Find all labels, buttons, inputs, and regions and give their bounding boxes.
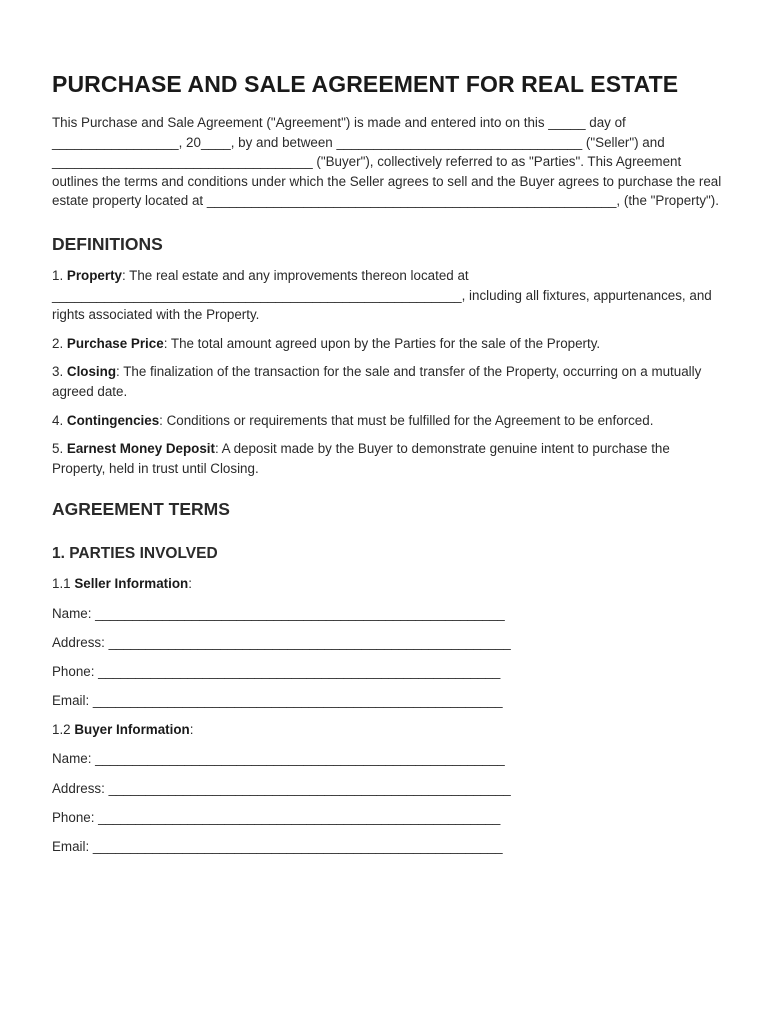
seller-name-field: Name: _______________________________________________________ [52, 605, 505, 621]
definition-term: Purchase Price [66, 335, 164, 351]
subheading-label: Buyer Information [74, 722, 190, 738]
intro-paragraph: This Purchase and Sale Agreement ("Agreement") is made and entered into on this _____ day of _________________, 20____, by and between _________________________________ ("Seller") and ___________________________________ ("Buyer"), collectively referred to as "Parties". This Agreement outlines the terms and conditions under which the Seller agrees to sell and the Buyer agrees to purchase the real estate property located at _______________________________________________________, (the "Property"). [52, 115, 722, 209]
definition-item-earnest-money [52, 439, 722, 478]
buyer-address-field: Address: ______________________________________________________ [52, 780, 511, 796]
definition-term: Contingencies [66, 412, 160, 428]
definition-text: : Conditions or requirements that must be fulfilled for the Agreement to be enforced. [159, 412, 654, 428]
definition-text: : The real estate and any improvements thereon located at _______________________________________________________, including all fixtures, appurtenances, and rights associated with the Property. [52, 267, 712, 323]
seller-email-field: Email: _______________________________________________________ [52, 693, 503, 709]
definition-number: 1. [52, 267, 64, 283]
agreement-terms-heading: AGREEMENT TERMS [52, 499, 230, 520]
buyer-name-field: Name: _______________________________________________________ [52, 751, 505, 767]
definition-number: 3. [52, 364, 64, 380]
document-title: PURCHASE AND SALE AGREEMENT FOR REAL ESTATE [52, 71, 679, 97]
document-page [52, 68, 722, 857]
parties-involved-heading: 1. PARTIES INVOLVED [52, 545, 218, 563]
subheading-suffix: : [189, 722, 194, 738]
definition-text: : The finalization of the transaction for the sale and transfer of the Property, occurring on a mutually agreed date. [52, 364, 702, 399]
buyer-phone-field: Phone: ______________________________________________________ [52, 809, 501, 825]
buyer-information-subheading [52, 720, 722, 740]
definition-item-closing [52, 362, 722, 401]
definition-item-property [52, 266, 722, 325]
definitions-heading: DEFINITIONS [52, 233, 163, 254]
buyer-email-field: Email: _______________________________________________________ [52, 839, 503, 854]
definition-term: Earnest Money Deposit [66, 441, 215, 457]
seller-address-field: Address: ______________________________________________________ [52, 634, 511, 650]
definition-text: : The total amount agreed upon by the Parties for the sale of the Property. [163, 335, 601, 351]
subheading-number: 1.2 [52, 722, 71, 738]
seller-information-subheading [52, 574, 722, 594]
definitions-list [52, 266, 722, 478]
definition-number: 2. [52, 335, 64, 351]
subheading-label: Seller Information [74, 576, 189, 592]
definition-term: Property [66, 267, 122, 283]
definition-number: 5. [52, 441, 64, 457]
definition-term: Closing [66, 364, 117, 380]
subheading-number: 1.1 [52, 576, 71, 592]
subheading-suffix: : [188, 576, 192, 592]
seller-phone-field: Phone: ______________________________________________________ [52, 663, 501, 679]
definition-item-purchase-price [52, 334, 722, 354]
definition-item-contingencies [52, 411, 722, 431]
definition-number: 4. [52, 412, 64, 428]
definition-text: : A deposit made by the Buyer to demonstrate genuine intent to purchase the Property, held in trust until Closing. [52, 441, 670, 476]
